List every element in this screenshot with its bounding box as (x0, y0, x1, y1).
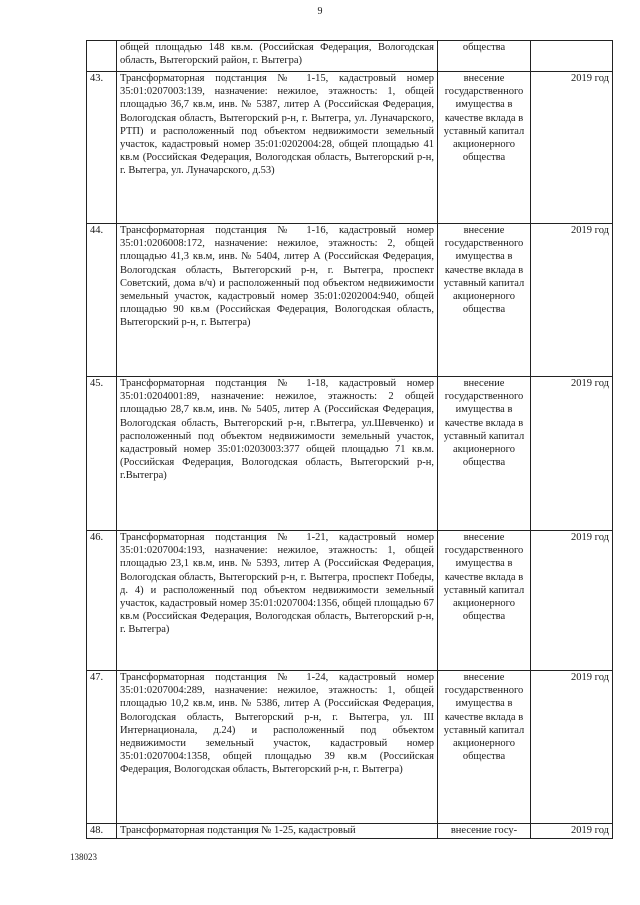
page-number: 9 (317, 6, 323, 17)
row-year: 2019 год (531, 224, 613, 377)
table-row (87, 824, 613, 839)
row-description: Трансформаторная подстанция № 1-24, кадастровый номер 35:01:0207004:289, назначение: нежилое, этажность: 1, общей площадью 10,2 кв.м, инв. № 5386, литер А (Российская Федерация, Вологодская область, Вытегорский р-н, г. Вытегра, ул. III Интернационала, д.24) и расположенный под объектом недвижимости земельный участок, кадастровый номер 35:01:0207004:1358, общей площадью 39 кв.м (Российская Федерация, Вологодская область, Вытегорский р-н, г. Вытегра) (117, 671, 438, 824)
row-year: 2019 год (531, 377, 613, 531)
row-basis: общества (438, 41, 531, 72)
row-number: 48. (87, 824, 117, 839)
row-basis: внесение госу- (438, 824, 531, 839)
table-row (87, 377, 613, 531)
row-year: 2019 год (531, 72, 613, 224)
table-row (87, 531, 613, 671)
row-number: 46. (87, 531, 117, 671)
row-number: 45. (87, 377, 117, 531)
row-basis: внесение государственного имущества в качестве вклада в уставный капитал акционерного общества (438, 531, 531, 671)
row-description: Трансформаторная подстанция № 1-15, кадастровый номер 35:01:0207003:139, назначение: нежилое, этажность: 1, общей площадью 36,7 кв.м, инв. № 5387, литер А (Российская Федерация, Вологодская область, Вытегорский р-н, г. Вытегра, ул. Луначарского, РТП) и расположенный под объектом недвижимости земельный участок, кадастровый номер 35:01:0202004:28, общей площадью 41 кв.м (Российская Федерация, Вологодская область, Вытегорский р-н, г. Вытегра, ул. Луначарского, д.53) (117, 72, 438, 224)
row-number: 47. (87, 671, 117, 824)
row-year (531, 41, 613, 72)
row-description: общей площадью 148 кв.м. (Российская Федерация, Вологодская область, Вытегорский район, г. Вытегра) (117, 41, 438, 72)
row-basis: внесение государственного имущества в качестве вклада в уставный капитал акционерного общества (438, 224, 531, 377)
row-basis: внесение государственного имущества в качестве вклада в уставный капитал акционерного общества (438, 72, 531, 224)
table-row (87, 41, 613, 72)
row-year: 2019 год (531, 531, 613, 671)
row-basis: внесение государственного имущества в качестве вклада в уставный капитал акционерного общества (438, 671, 531, 824)
table-row (87, 671, 613, 824)
footer-code: 138023 (70, 852, 97, 862)
row-year: 2019 год (531, 824, 613, 839)
row-description: Трансформаторная подстанция № 1-18, кадастровый номер 35:01:0204001:89, назначение: нежилое, этажность: 2 общей площадью 28,7 кв.м, инв. № 5405, литер А (Российская Федерация, Вологодская область, Вытегорский р-н, г.Вытегра, ул.Шевченко) и расположенный под объектом недвижимости земельный участок, кадастровый номер 35:01:0203003:377 общей площадью 71 кв.м. (Российская Федерация, Вологодская область, Вытегорский р-н, г.Вытегра) (117, 377, 438, 531)
row-basis: внесение государственного имущества в качестве вклада в уставный капитал акционерного общества (438, 377, 531, 531)
row-year: 2019 год (531, 671, 613, 824)
row-description: Трансформаторная подстанция № 1-21, кадастровый номер 35:01:0207004:193, назначение: нежилое, этажность: 1, общей площадью 23,1 кв.м, инв. № 5393, литер А (Российская Федерация, Вологодская область, Вытегорский р-н, г. Вытегра, проспект Победы, д. 4) и расположенный под объектом недвижимости земельный участок, кадастровый номер 35:01:0207004:1356, общей площадью 67 кв.м (Российская Федерация, Вологодская область, Вытегорский р-н, г. Вытегра) (117, 531, 438, 671)
row-number (87, 41, 117, 72)
row-description: Трансформаторная подстанция № 1-16, кадастровый номер 35:01:0206008:172, назначение: нежилое, этажность: 2, общей площадью 41,3 кв.м, инв. № 5404, литер А (Российская Федерация, Вологодская область, Вытегорский р-н, г. Вытегра, проспект Советский, дома в/ч) и расположенный под объектом недвижимости земельный участок, кадастровый номер 35:01:0202004:940, общей площадью 90 кв.м (Российская Федерация, Вологодская область, Вытегорский р-н, г. Вытегра) (117, 224, 438, 377)
row-number: 44. (87, 224, 117, 377)
row-number: 43. (87, 72, 117, 224)
table-row (87, 224, 613, 377)
property-table (86, 40, 613, 839)
table-row (87, 72, 613, 224)
row-description: Трансформаторная подстанция № 1-25, кадастровый (117, 824, 438, 839)
